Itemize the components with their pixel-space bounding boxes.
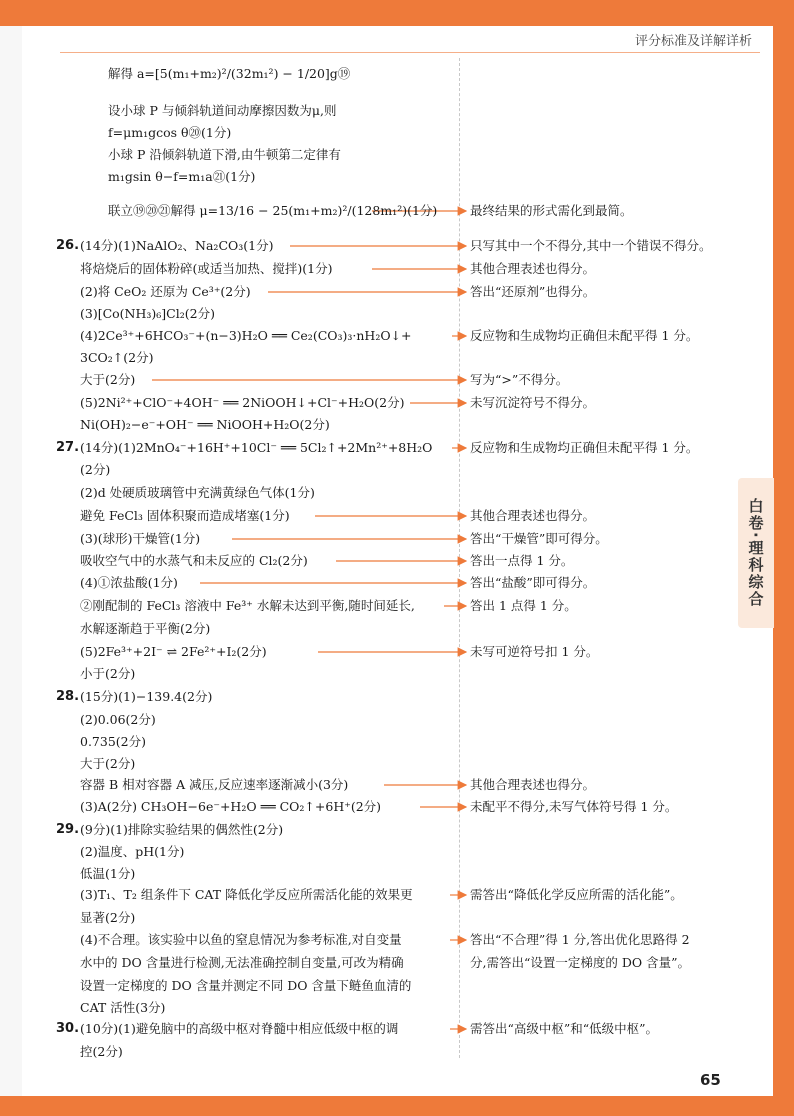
grading-note: 反应物和生成物均正确但未配平得 1 分。 xyxy=(470,328,699,343)
answer-line: (9分)(1)排除实验结果的偶然性(2分) xyxy=(80,822,284,837)
answer-line: (3)[Co(NH₃)₆]Cl₂(2分) xyxy=(80,306,215,321)
answer-line: Ni(OH)₂−e⁻+OH⁻ ══ NiOOH+H₂O(2分) xyxy=(80,417,330,432)
grading-note: 未配平不得分,未写气体符号得 1 分。 xyxy=(470,799,678,814)
answer-line: (2)温度、pH(1分) xyxy=(80,844,185,859)
question-number: 29. xyxy=(56,822,80,837)
grading-note: 答出“还原剂”也得分。 xyxy=(470,284,596,299)
grading-note: 未写沉淀符号不得分。 xyxy=(470,395,596,410)
answer-line: 0.735(2分) xyxy=(80,734,146,749)
answer-line: (2分) xyxy=(80,462,111,477)
grading-note: 答出“干燥管”即可得分。 xyxy=(470,531,608,546)
question-number: 30. xyxy=(56,1021,80,1036)
answer-line: (5)2Ni²⁺+ClO⁻+4OH⁻ ══ 2NiOOH↓+Cl⁻+H₂O(2分) xyxy=(80,395,405,410)
answer-line: 控(2分) xyxy=(80,1044,123,1059)
answer-line: (2)0.06(2分) xyxy=(80,712,156,727)
answer-line: 将焙烧后的固体粉碎(或适当加热、搅拌)(1分) xyxy=(80,261,333,276)
answer-line: 设置一定梯度的 DO 含量并测定不同 DO 含量下鲢鱼血清的 xyxy=(80,978,412,993)
answer-line: (10分)(1)避免脑中的高级中枢对脊髓中相应低级中枢的调 xyxy=(80,1021,399,1036)
question-number: 26. xyxy=(56,238,80,253)
eq-acceleration: 解得 a=[5(m₁+m₂)²/(32m₁²) − 1/20]g⑲ xyxy=(108,66,351,81)
answer-line: (14分)(1)2MnO₄⁻+16H⁺+10Cl⁻ ══ 5Cl₂↑+2Mn²⁺+8H₂O xyxy=(80,440,433,455)
grading-note: 需答出“降低化学反应所需的活化能”。 xyxy=(470,887,683,902)
page-number: 65 xyxy=(700,1071,721,1089)
answer-line: 大于(2分) xyxy=(80,756,136,771)
answer-line: (3)(球形)干燥管(1分) xyxy=(80,531,201,546)
answer-line: 避免 FeCl₃ 固体积聚而造成堵塞(1分) xyxy=(80,508,290,523)
eq-newton: m₁gsin θ−f=m₁a㉑(1分) xyxy=(108,169,256,184)
answer-line: (5)2Fe³⁺+2I⁻ ⇌ 2Fe²⁺+I₂(2分) xyxy=(80,644,267,659)
grading-note: 答出 1 点得 1 分。 xyxy=(470,598,577,613)
answer-line: (4)不合理。该实验中以鱼的窒息情况为参考标准,对自变量 xyxy=(80,932,402,947)
grading-note: 只写其中一个不得分,其中一个错误不得分。 xyxy=(470,238,712,253)
answer-line: 小于(2分) xyxy=(80,666,136,681)
answer-line: (4)①浓盐酸(1分) xyxy=(80,575,178,590)
grading-note: 其他合理表述也得分。 xyxy=(470,508,596,523)
answer-line: 吸收空气中的水蒸气和未反应的 Cl₂(2分) xyxy=(80,553,308,568)
answer-line: 容器 B 相对容器 A 减压,反应速率逐渐减小(3分) xyxy=(80,777,349,792)
question-number: 27. xyxy=(56,440,80,455)
side-tab-label: 白卷·理科综合 xyxy=(746,498,765,608)
answer-line: 水中的 DO 含量进行检测,无法准确控制自变量,可改为精确 xyxy=(80,955,404,970)
answer-line: (14分)(1)NaAlO₂、Na₂CO₃(1分) xyxy=(80,238,274,253)
grading-note: 答出一点得 1 分。 xyxy=(470,553,574,568)
answer-line: (4)2Ce³⁺+6HCO₃⁻+(n−3)H₂O ══ Ce₂(CO₃)₃·nH₂O↓+ xyxy=(80,328,412,343)
answer-line: 低温(1分) xyxy=(80,866,136,881)
grading-note: 最终结果的形式需化到最简。 xyxy=(470,203,633,218)
answer-line: (2)d 处硬质玻璃管中充满黄绿色气体(1分) xyxy=(80,485,315,500)
grading-note: 其他合理表述也得分。 xyxy=(470,261,596,276)
grading-note: 分,需答出“设置一定梯度的 DO 含量”。 xyxy=(470,955,690,970)
grading-note: 反应物和生成物均正确但未配平得 1 分。 xyxy=(470,440,699,455)
text-line: 设小球 P 与倾斜轨道间动摩擦因数为μ,则 xyxy=(108,103,337,118)
question-number: 28. xyxy=(56,689,80,704)
grading-note: 写为“>”不得分。 xyxy=(470,372,569,387)
page-header-title: 评分标准及详解详析 xyxy=(634,34,752,49)
answer-line: 大于(2分) xyxy=(80,372,136,387)
answer-line: 3CO₂↑(2分) xyxy=(80,350,154,365)
answer-line: ②刚配制的 FeCl₃ 溶液中 Fe³⁺ 水解未达到平衡,随时间延长, xyxy=(80,598,415,613)
answer-line: 水解逐渐趋于平衡(2分) xyxy=(80,621,211,636)
text-line: 小球 P 沿倾斜轨道下滑,由牛顿第二定律有 xyxy=(108,147,341,162)
answer-line: 显著(2分) xyxy=(80,910,136,925)
grading-note: 未写可逆符号扣 1 分。 xyxy=(470,644,599,659)
answer-line: (15分)(1)−139.4(2分) xyxy=(80,689,213,704)
answer-line: (2)将 CeO₂ 还原为 Ce³⁺(2分) xyxy=(80,284,251,299)
eq-mu: 联立⑲⑳㉑解得 μ=13/16 − 25(m₁+m₂)²/(128m₁²)(1分) xyxy=(108,203,438,218)
answer-line: (3)A(2分) CH₃OH−6e⁻+H₂O ══ CO₂↑+6H⁺(2分) xyxy=(80,799,382,814)
grading-note: 其他合理表述也得分。 xyxy=(470,777,596,792)
grading-note: 答出“不合理”得 1 分,答出优化思路得 2 xyxy=(470,932,690,947)
answer-line: (3)T₁、T₂ 组条件下 CAT 降低化学反应所需活化能的效果更 xyxy=(80,887,413,902)
grading-note: 需答出“高级中枢”和“低级中枢”。 xyxy=(470,1021,659,1036)
answer-line: CAT 活性(3分) xyxy=(80,1000,166,1015)
eq-friction: f=μm₁gcos θ⑳(1分) xyxy=(108,125,232,140)
grading-note: 答出“盐酸”即可得分。 xyxy=(470,575,596,590)
